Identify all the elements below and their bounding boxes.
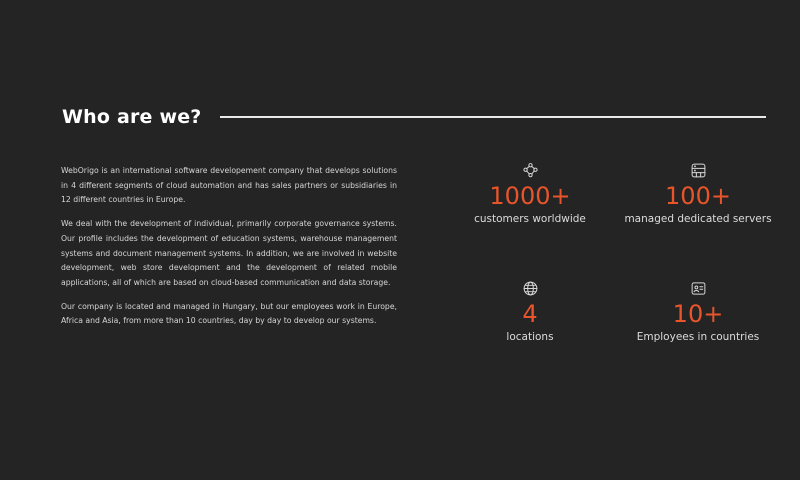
stat-servers-label: managed dedicated servers xyxy=(624,213,772,225)
stat-locations xyxy=(446,280,614,345)
about-paragraph-3: Our company is located and managed in Hungary, but our employees work in Europe, Africa and Asia, from more than 10 countries, day by day to develop our systems. xyxy=(61,301,397,326)
id-card-icon xyxy=(690,280,707,297)
stat-customers xyxy=(446,162,614,227)
stat-employees-value: 10+ xyxy=(672,300,724,328)
stat-customers-value: 1000+ xyxy=(489,182,571,210)
globe-icon xyxy=(522,280,539,297)
server-icon xyxy=(690,162,707,179)
section-title: Who are we? xyxy=(62,106,202,128)
header-divider xyxy=(220,116,766,118)
stat-customers-label: customers worldwide xyxy=(474,213,586,225)
stat-servers xyxy=(614,162,782,227)
stat-locations-value: 4 xyxy=(522,300,538,328)
about-text xyxy=(61,164,397,338)
stat-locations-label: locations xyxy=(506,331,554,343)
users-network-icon xyxy=(522,162,539,179)
stat-employees-label: Employees in countries xyxy=(636,331,760,343)
about-paragraph-2: We deal with the development of individual, primarily corporate governance systems. Our profile includes the development of education systems, warehouse management systems and document management systems. In addition, we are involved in website development, web store development and the development of related mobile applications, all of which are based on cloud-based communication and data storage. xyxy=(61,219,397,287)
stat-servers-value: 100+ xyxy=(665,182,731,210)
stats-grid xyxy=(446,162,782,362)
stat-employees xyxy=(614,280,782,345)
about-paragraph-1: WebOrigo is an international software developement company that develops solutions in 4 different segments of cloud automation and has sales partners or subsidiaries in 12 different countries in Europe. xyxy=(61,166,397,205)
section-header xyxy=(62,100,766,134)
